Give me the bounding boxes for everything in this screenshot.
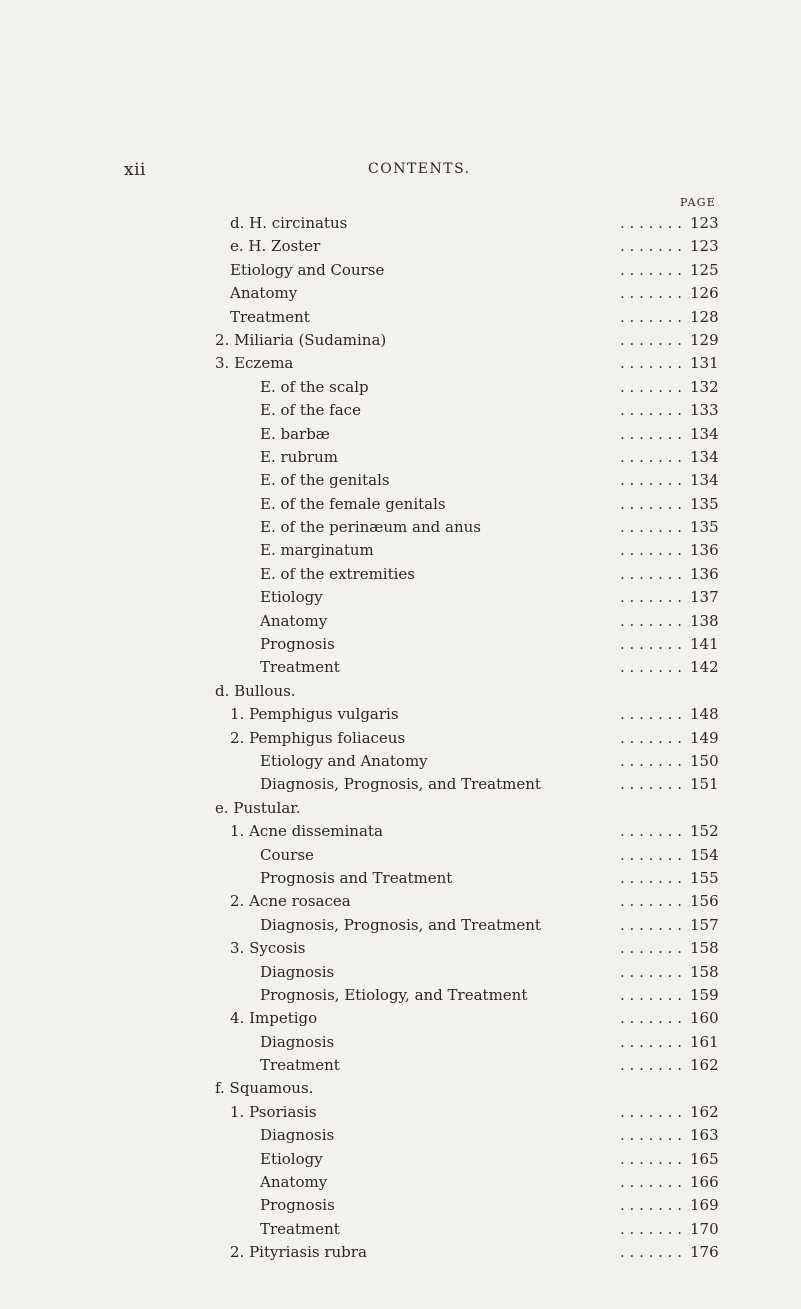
toc-entry — [0, 703, 801, 726]
toc-entry-title: Treatment — [230, 307, 310, 326]
dot-leader: . . . . . . . — [620, 1056, 682, 1075]
toc-entry-page-number: 131 — [690, 354, 719, 373]
toc-entry-page-number: 135 — [690, 494, 719, 513]
toc-entry-page-number: 138 — [690, 611, 719, 630]
toc-entry — [0, 914, 801, 937]
toc-entry-page-number: 141 — [690, 635, 719, 654]
dot-leader: . . . . . . . — [620, 1196, 682, 1215]
toc-entry-title: Diagnosis — [260, 962, 335, 981]
dot-leader: . . . . . . . — [620, 775, 682, 794]
table-of-contents — [0, 212, 801, 1265]
toc-entry-title: 2. Pemphigus foliaceus — [230, 728, 406, 747]
dot-leader: . . . . . . . — [620, 705, 682, 724]
dot-leader: . . . . . . . — [620, 751, 682, 770]
page-column-label: PAGE — [680, 196, 716, 209]
dot-leader: . . . . . . . — [620, 377, 682, 396]
toc-entry — [0, 844, 801, 867]
toc-entry — [0, 376, 801, 399]
dot-leader: . . . . . . . — [620, 588, 682, 607]
toc-entry — [0, 352, 801, 375]
toc-entry — [0, 1007, 801, 1030]
toc-entry-page-number: 155 — [690, 868, 719, 887]
toc-entry-title: E. barbæ — [260, 424, 330, 443]
toc-entry — [0, 259, 801, 282]
toc-entry-title: 4. Impetigo — [230, 1009, 318, 1028]
toc-entry — [0, 1148, 801, 1171]
toc-entry-page-number: 149 — [690, 728, 719, 747]
toc-entry-page-number: 160 — [690, 1009, 719, 1028]
toc-entry-title: 1. Psoriasis — [230, 1102, 317, 1121]
toc-entry-page-number: 158 — [690, 939, 719, 958]
dot-leader: . . . . . . . — [620, 939, 682, 958]
toc-entry-page-number: 150 — [690, 751, 719, 770]
dot-leader: . . . . . . . — [620, 962, 682, 981]
toc-entry-title: d. H. circinatus — [230, 214, 348, 232]
toc-entry-title: 3. Eczema — [215, 354, 294, 373]
toc-entry-page-number: 148 — [690, 705, 719, 724]
dot-leader: . . . . . . . — [620, 822, 682, 841]
toc-entry-title: E. of the female genitals — [260, 494, 446, 513]
toc-entry — [0, 235, 801, 258]
dot-leader: . . . . . . . — [620, 985, 682, 1004]
toc-entry — [0, 282, 801, 305]
toc-entry-page-number: 126 — [690, 284, 719, 303]
toc-entry — [0, 516, 801, 539]
toc-entry-title: Prognosis and Treatment — [260, 868, 453, 887]
dot-leader: . . . . . . . — [620, 635, 682, 654]
toc-entry — [0, 937, 801, 960]
toc-entry-page-number: 169 — [690, 1196, 719, 1215]
toc-entry-title: Etiology — [260, 1149, 323, 1168]
toc-entry-page-number: 159 — [690, 985, 719, 1004]
toc-entry-page-number: 136 — [690, 564, 719, 583]
dot-leader: . . . . . . . — [620, 260, 682, 279]
toc-entry — [0, 1101, 801, 1124]
dot-leader: . . . . . . . — [620, 611, 682, 630]
dot-leader: . . . . . . . — [620, 330, 682, 349]
dot-leader: . . . . . . . — [620, 892, 682, 911]
toc-entry — [0, 610, 801, 633]
toc-entry-page-number: 134 — [690, 424, 719, 443]
dot-leader: . . . . . . . — [620, 1032, 682, 1051]
toc-entry-page-number: 128 — [690, 307, 719, 326]
toc-entry — [0, 984, 801, 1007]
toc-entry — [0, 1218, 801, 1241]
toc-entry-page-number: 134 — [690, 447, 719, 466]
dot-leader: . . . . . . . — [620, 307, 682, 326]
toc-entry-title: Anatomy — [230, 284, 298, 303]
toc-entry — [0, 446, 801, 469]
dot-leader: . . . . . . . — [620, 447, 682, 466]
toc-entry-page-number: 129 — [690, 330, 719, 349]
toc-entry-title: Etiology — [260, 588, 323, 607]
toc-entry — [0, 1171, 801, 1194]
toc-entry-title: Anatomy — [260, 611, 328, 630]
toc-entry-title: E. of the perinæum and anus — [260, 518, 481, 537]
dot-leader: . . . . . . . — [620, 424, 682, 443]
toc-entry-page-number: 163 — [690, 1126, 719, 1145]
dot-leader: . . . . . . . — [620, 1243, 682, 1262]
toc-entry-page-number: 170 — [690, 1219, 719, 1238]
toc-entry — [0, 1054, 801, 1077]
toc-entry — [0, 890, 801, 913]
toc-entry-title: Etiology and Anatomy — [260, 751, 428, 770]
toc-entry-page-number: 157 — [690, 915, 719, 934]
toc-entry — [0, 750, 801, 773]
toc-entry-page-number: 135 — [690, 518, 719, 537]
toc-entry-page-number: 142 — [690, 658, 719, 677]
toc-entry-title: Prognosis — [260, 1196, 335, 1215]
toc-entry — [0, 306, 801, 329]
toc-section-heading — [0, 1077, 801, 1100]
dot-leader: . . . . . . . — [620, 658, 682, 677]
dot-leader: . . . . . . . — [620, 868, 682, 887]
toc-entry-page-number: 152 — [690, 822, 719, 841]
toc-entry-page-number: 166 — [690, 1173, 719, 1192]
toc-entry-title: Treatment — [260, 658, 340, 677]
dot-leader: . . . . . . . — [620, 471, 682, 490]
toc-entry — [0, 633, 801, 656]
dot-leader: . . . . . . . — [620, 494, 682, 513]
dot-leader: . . . . . . . — [620, 564, 682, 583]
dot-leader: . . . . . . . — [620, 401, 682, 420]
running-head: CONTENTS. — [368, 161, 471, 177]
toc-entry — [0, 961, 801, 984]
toc-entry — [0, 773, 801, 796]
toc-entry-title: E. rubrum — [260, 447, 338, 466]
toc-entry-title: e. Pustular. — [215, 798, 301, 817]
toc-entry-title: Course — [260, 845, 314, 864]
toc-entry — [0, 329, 801, 352]
toc-section-heading — [0, 680, 801, 703]
dot-leader: . . . . . . . — [620, 541, 682, 560]
toc-entry — [0, 820, 801, 843]
toc-entry — [0, 399, 801, 422]
dot-leader: . . . . . . . — [620, 1102, 682, 1121]
dot-leader: . . . . . . . — [620, 1009, 682, 1028]
toc-entry-title: Diagnosis — [260, 1032, 335, 1051]
toc-entry-title: f. Squamous. — [215, 1079, 314, 1098]
toc-entry-page-number: 161 — [690, 1032, 719, 1051]
toc-entry-page-number: 165 — [690, 1149, 719, 1168]
toc-entry-page-number: 125 — [690, 260, 719, 279]
dot-leader: . . . . . . . — [620, 214, 682, 232]
toc-entry-page-number: 134 — [690, 471, 719, 490]
dot-leader: . . . . . . . — [620, 1219, 682, 1238]
toc-entry-title: 2. Pityriasis rubra — [230, 1243, 367, 1262]
toc-entry — [0, 469, 801, 492]
toc-entry — [0, 656, 801, 679]
toc-entry-title: Anatomy — [260, 1173, 328, 1192]
toc-entry-page-number: 132 — [690, 377, 719, 396]
toc-entry — [0, 212, 801, 235]
toc-entry-title: E. of the extremities — [260, 564, 416, 583]
toc-entry-title: 3. Sycosis — [230, 939, 306, 958]
toc-entry-title: 2. Acne rosacea — [230, 892, 351, 911]
toc-entry — [0, 539, 801, 562]
toc-entry-page-number: 151 — [690, 775, 719, 794]
toc-entry-page-number: 133 — [690, 401, 719, 420]
toc-entry-title: E. of the genitals — [260, 471, 390, 490]
toc-entry-title: Treatment — [260, 1056, 340, 1075]
toc-entry-page-number: 136 — [690, 541, 719, 560]
toc-entry-page-number: 176 — [690, 1243, 719, 1262]
toc-entry-page-number: 162 — [690, 1056, 719, 1075]
toc-entry — [0, 423, 801, 446]
toc-entry-title: Etiology and Course — [230, 260, 385, 279]
toc-entry-title: E. of the scalp — [260, 377, 369, 396]
toc-entry-title: e. H. Zoster — [230, 237, 321, 256]
dot-leader: . . . . . . . — [620, 1126, 682, 1145]
dot-leader: . . . . . . . — [620, 518, 682, 537]
toc-entry — [0, 586, 801, 609]
toc-entry-title: 1. Acne disseminata — [230, 822, 383, 841]
toc-entry-title: Diagnosis, Prognosis, and Treatment — [260, 915, 541, 934]
toc-section-heading — [0, 797, 801, 820]
toc-entry-page-number: 162 — [690, 1102, 719, 1121]
toc-entry-title: 1. Pemphigus vulgaris — [230, 705, 399, 724]
toc-entry-page-number: 123 — [690, 237, 719, 256]
dot-leader: . . . . . . . — [620, 1173, 682, 1192]
dot-leader: . . . . . . . — [620, 284, 682, 303]
toc-entry — [0, 1124, 801, 1147]
toc-entry-title: Prognosis, Etiology, and Treatment — [260, 985, 528, 1004]
toc-entry-title: Prognosis — [260, 635, 335, 654]
toc-entry-title: 2. Miliaria (Sudamina) — [215, 330, 387, 349]
toc-entry-title: Treatment — [260, 1219, 340, 1238]
dot-leader: . . . . . . . — [620, 845, 682, 864]
dot-leader: . . . . . . . — [620, 1149, 682, 1168]
toc-entry — [0, 563, 801, 586]
toc-entry — [0, 867, 801, 890]
dot-leader: . . . . . . . — [620, 915, 682, 934]
toc-entry-page-number: 154 — [690, 845, 719, 864]
folio-page-number: xii — [124, 160, 146, 180]
dot-leader: . . . . . . . — [620, 354, 682, 373]
dot-leader: . . . . . . . — [620, 728, 682, 747]
toc-entry — [0, 1241, 801, 1264]
toc-entry — [0, 1194, 801, 1217]
toc-entry-page-number: 123 — [690, 214, 719, 232]
dot-leader: . . . . . . . — [620, 237, 682, 256]
toc-entry-title: Diagnosis — [260, 1126, 335, 1145]
toc-entry-page-number: 137 — [690, 588, 719, 607]
toc-entry — [0, 727, 801, 750]
toc-entry — [0, 493, 801, 516]
toc-entry — [0, 1031, 801, 1054]
toc-entry-title: E. marginatum — [260, 541, 374, 560]
toc-entry-title: d. Bullous. — [215, 681, 296, 700]
toc-entry-page-number: 156 — [690, 892, 719, 911]
toc-entry-title: E. of the face — [260, 401, 361, 420]
toc-entry-title: Diagnosis, Prognosis, and Treatment — [260, 775, 541, 794]
toc-entry-page-number: 158 — [690, 962, 719, 981]
